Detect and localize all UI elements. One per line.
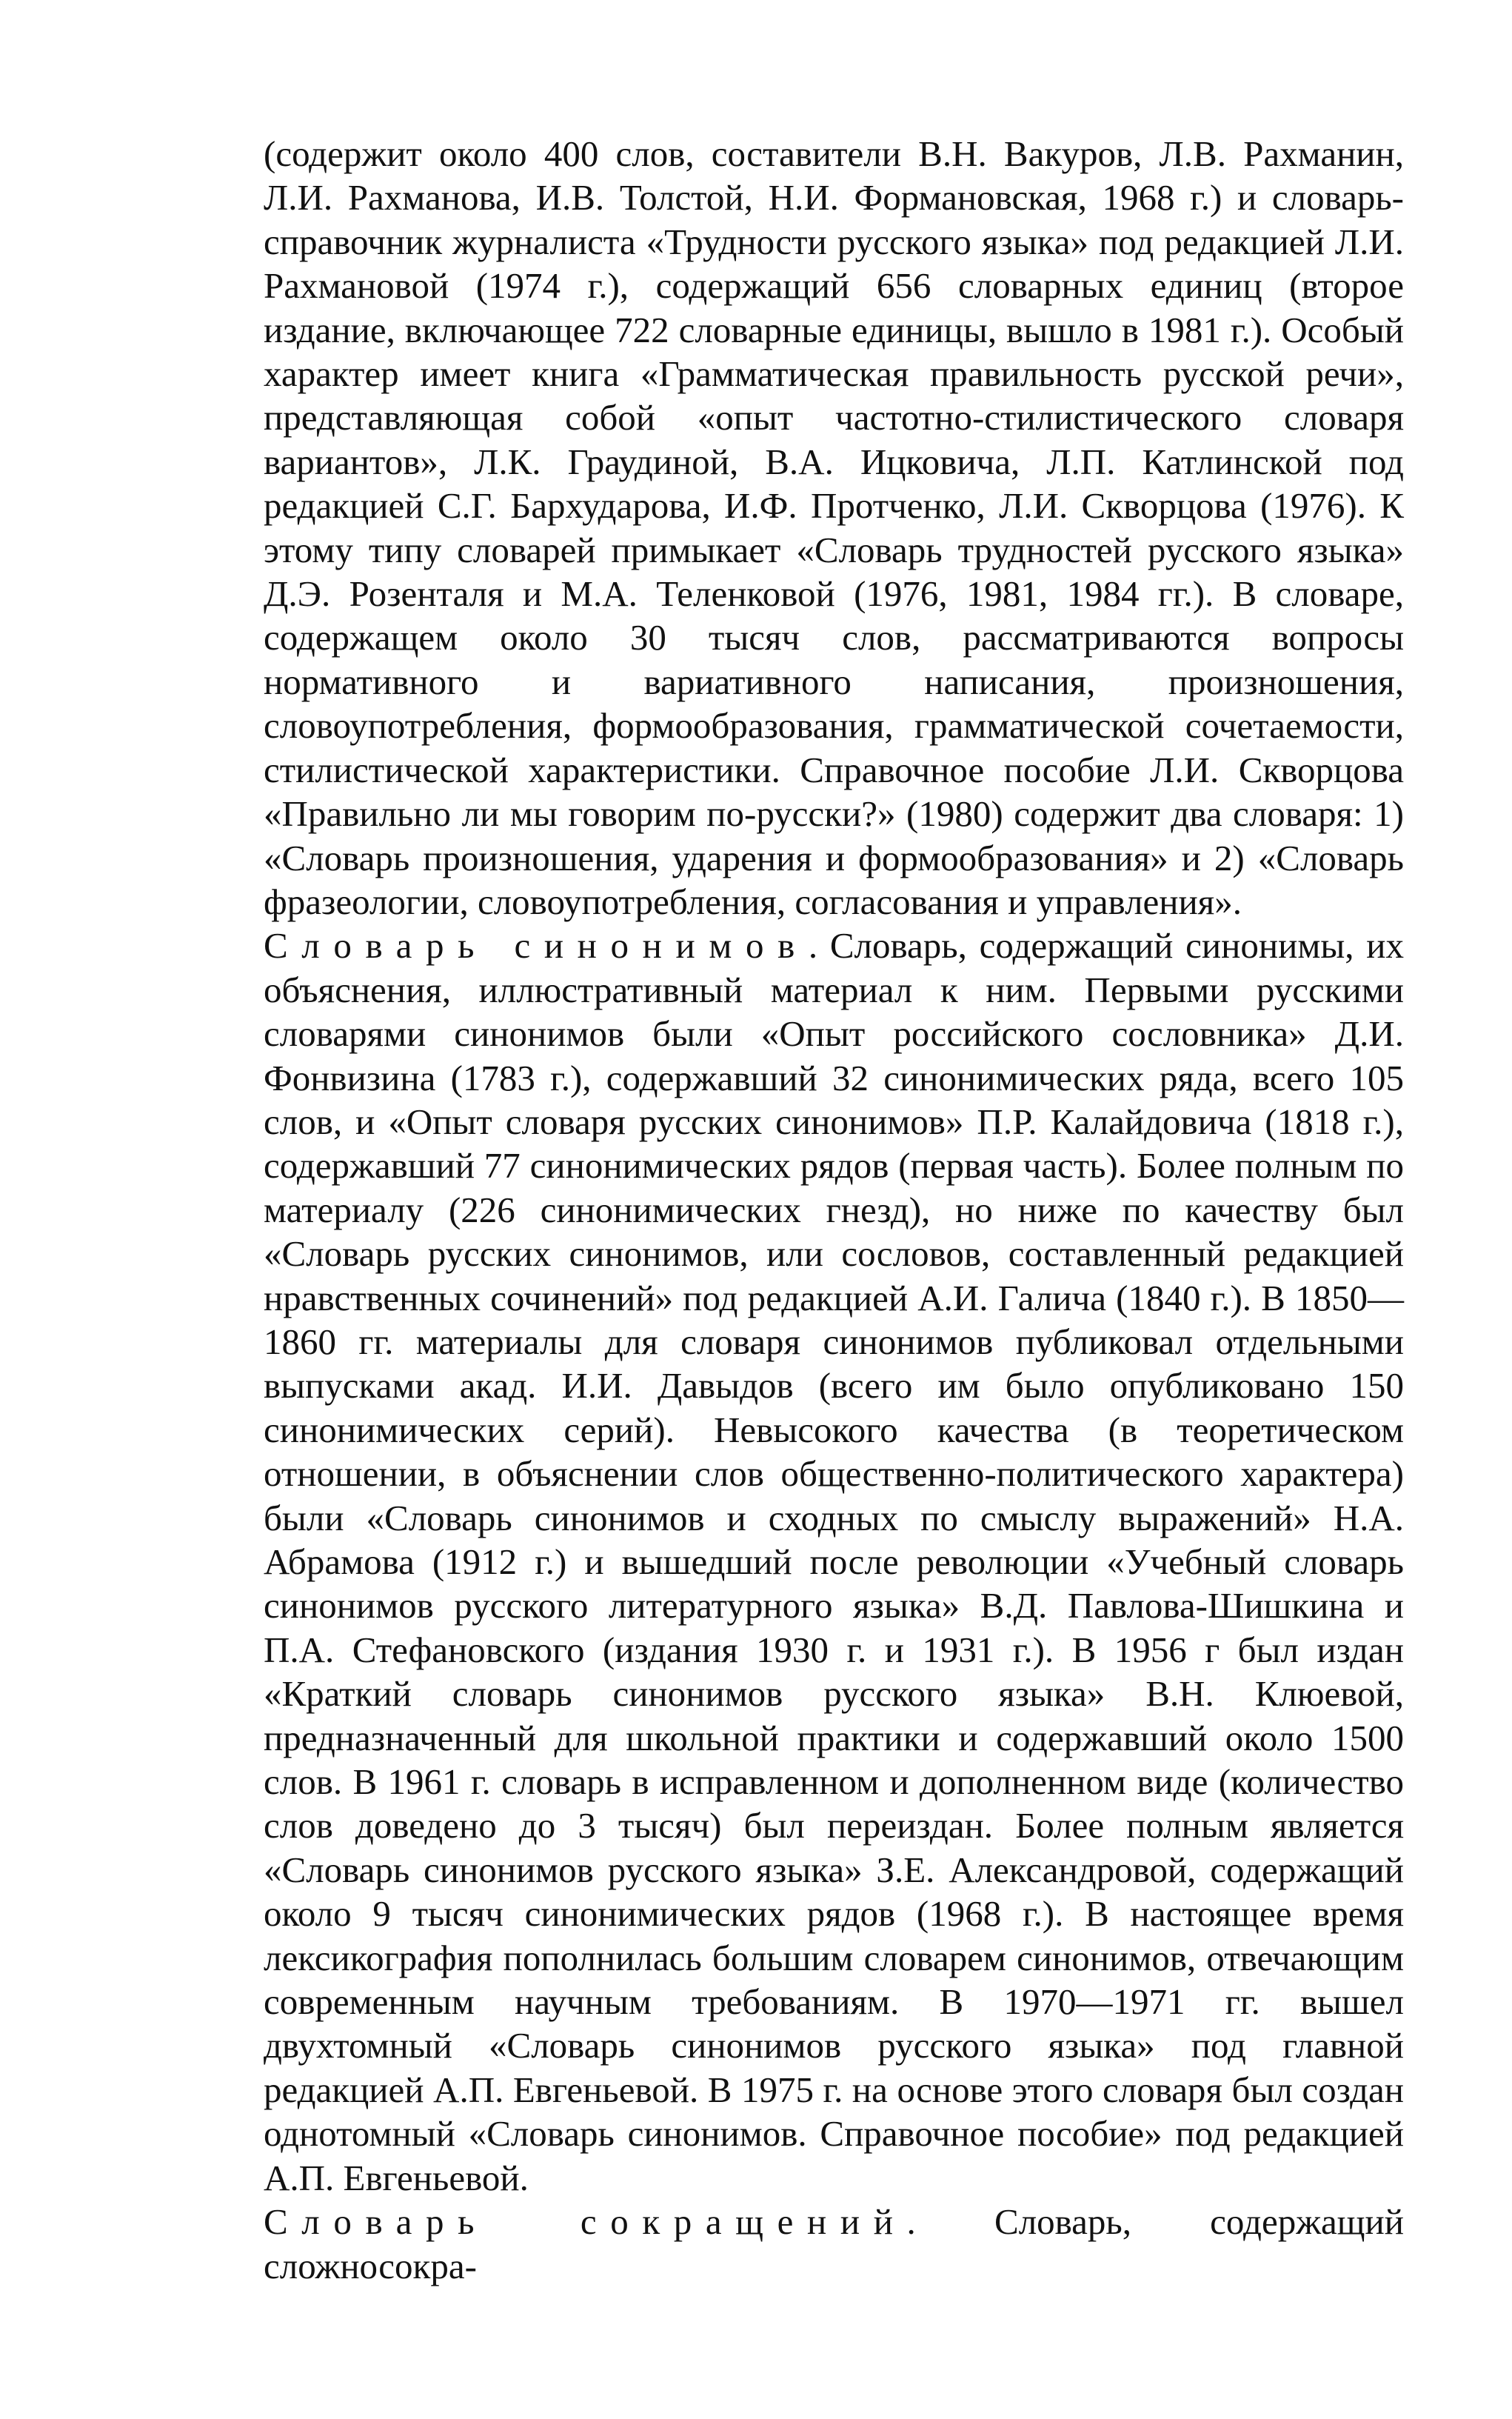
paragraph-continuation [264, 132, 1404, 924]
paragraph-abbreviations-dictionary [264, 2200, 1404, 2288]
article-text [264, 132, 1404, 2288]
term-heading: Словарь синонимов [264, 925, 809, 967]
paragraph-text: . Словарь, содержащий сложносокра- [264, 2201, 1404, 2286]
paragraph-synonyms-dictionary [264, 924, 1404, 2200]
term-heading: Словарь сокращений [264, 2201, 907, 2243]
paragraph-text: (содержит около 400 слов, составители В.Н. Вакуров, Л.В. Рахманин, Л.И. Рахманова, И.В. Толстой, Н.И. Формановская, 1968 г.) и словарь-справочник журналиста «Трудности русского языка» под редакцией Л.И. Рахмановой (1974 г.), содержащий 656 словарных единиц (второе издание, включающее 722 словарные единицы, вышло в 1981 г.). Особый характер имеет книга «Грамматическая правильность русской речи», представляющая собой «опыт частотно-стилистического словаря вариантов», Л.К. Граудиной, В.А. Ицковича, Л.П. Катлинской под редакцией С.Г. Бархударова, И.Ф. Протченко, Л.И. Скворцова (1976). К этому типу словарей примыкает «Словарь трудностей русского языка» Д.Э. Розенталя и М.А. Теленковой (1976, 1981, 1984 гг.). В словаре, содержащем около 30 тысяч слов, рассматриваются вопросы нормативного и вариативного написания, произношения, словоупотребления, формообразования, грамматической сочетаемости, стилистической характеристики. Справочное пособие Л.И. Скворцова «Правильно ли мы говорим по-русски?» (1980) содержит два словаря: 1) «Словарь произношения, ударения и формообразования» и 2) «Словарь фразеологии, словоупотребления, согласования и управления». [264, 133, 1404, 922]
paragraph-text: . Словарь, содержащий синонимы, их объяснения, иллюстративный материал к ним. Первыми русскими словарями синонимов были «Опыт российского сословника» Д.И. Фонвизина (1783 г.), содержавший 32 синонимических ряда, всего 105 слов, и «Опыт словаря русских синонимов» П.Р. Калайдовича (1818 г.), содержавший 77 синонимических рядов (первая часть). Более полным по материалу (226 синонимических гнезд), но ниже по качеству был «Словарь русских синонимов, или сословов, составленный редакцией нравственных сочинений» под редакцией А.И. Галича (1840 г.). В 1850—1860 гг. материалы для словаря синонимов публиковал отдельными выпусками акад. И.И. Давыдов (всего им было опубликовано 150 синонимических серий). Невысокого качества (в теоретическом отношении, в объяснении слов общественно-политического характера) были «Словарь синонимов и сходных по смыслу выражений» Н.А. Абрамова (1912 г.) и вышедший после революции «Учебный словарь синонимов русского литературного языка» В.Д. Павлова-Шишкина и П.А. Стефановского (издания 1930 г. и 1931 г.). В 1956 г был издан «Краткий словарь синонимов русского языка» В.Н. Клюевой, предназначенный для школьной практики и содержавший около 1500 слов. В 1961 г. словарь в исправленном и дополненном виде (количество слов доведено до 3 тысяч) был переиздан. Более полным является «Словарь синонимов русского языка» З.Е. Александровой, содержащий около 9 тысяч синонимических рядов (1968 г.). В настоящее время лексикография пополнилась большим словарем синонимов, отвечающим современным научным требованиям. В 1970—1971 гг. вышел двухтомный «Словарь синонимов русского языка» под главной редакцией А.П. Евгеньевой. В 1975 г. на основе этого словаря был создан однотомный «Словарь синонимов. Справочное пособие» под редакцией А.П. Евгеньевой. [264, 925, 1404, 2198]
